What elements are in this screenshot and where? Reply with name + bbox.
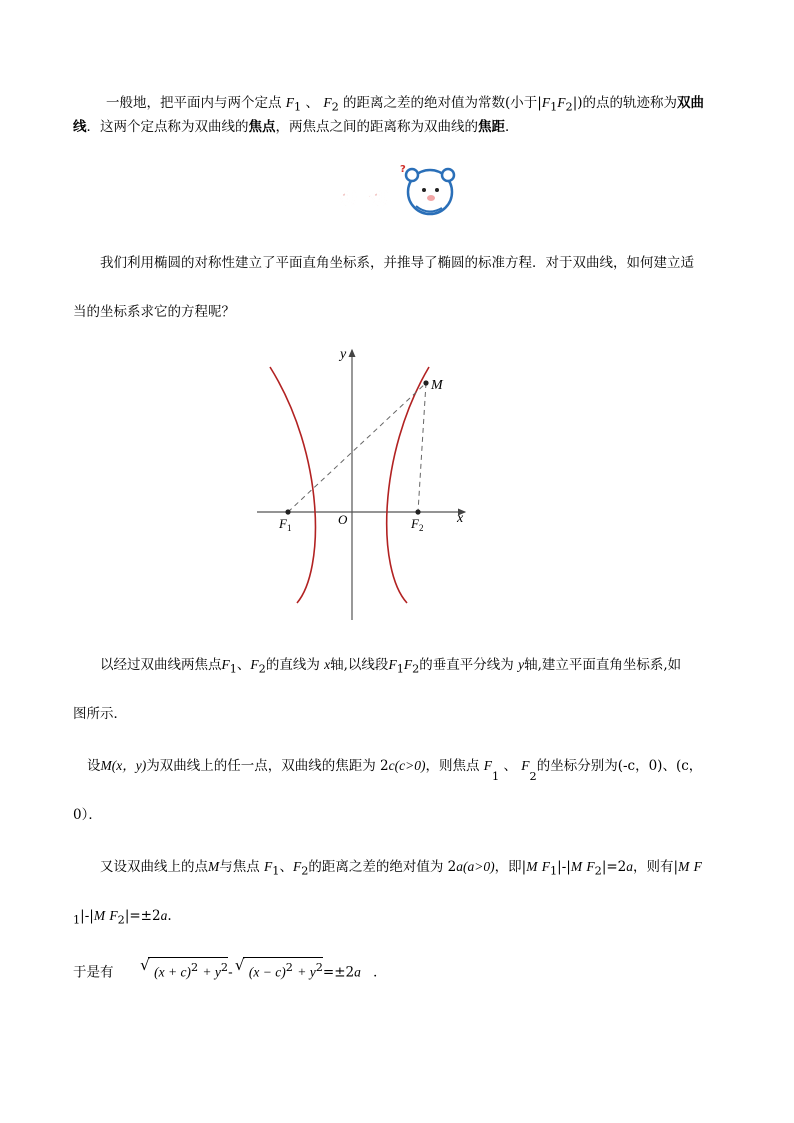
distance-diff-line-1: 又设双曲线上的点M与焦点 $F_1$、$F_2$的距离之差的绝对值为 2a(a>0)，即|M $F_1|-|M$ $F_2|=2a$，则有|M F — [100, 859, 702, 878]
F1-label: F — [279, 516, 287, 531]
F2-label: F — [411, 516, 419, 531]
F1-subscript: 1 — [287, 523, 292, 533]
think-badge-graphic — [338, 162, 458, 222]
F2-subscript: 2 — [419, 523, 424, 533]
bear-ear-icon — [442, 169, 454, 181]
origin-label: O — [338, 512, 348, 527]
M-label: M — [431, 378, 443, 393]
coordinate-setup-line-2: 图所示． — [73, 706, 127, 722]
left-branch — [270, 367, 315, 603]
question-mark-icon: ? — [400, 164, 406, 175]
focus-F2-point — [415, 509, 420, 514]
coordinate-setup-line-1: 以经过双曲线两焦点$F_1$、$F_2$的直线为 x轴,以线段$F_1F_2$的垂直平分线为 y轴,建立平面直角坐标系,如 — [100, 657, 682, 676]
hyperbola-diagram — [255, 345, 470, 625]
setup-M-line-1: 设M(x，y)为双曲线上的任一点，双曲线的焦距为 2c(c>0)，则焦点 $F_1$ 、 $F_2$的坐标分别为(-c，0)、(c， — [87, 758, 703, 783]
think-label: 想一想 — [340, 189, 389, 208]
bear-ear-icon — [406, 169, 418, 181]
y-axis-label: y — [340, 347, 347, 362]
setup-M-line-2: 0）． — [73, 807, 102, 823]
think-badge — [338, 162, 458, 226]
dashed-line-MF1 — [288, 383, 426, 512]
distance-diff-line-2: $_1$|-|M $F_2|=\pm 2a$. — [73, 908, 172, 927]
focus-F1-point — [285, 509, 290, 514]
right-branch — [387, 367, 429, 603]
definition-line-1: 一般地，把平面内与两个定点 $F_1$ 、 $F_2$ 的距离之差的绝对值为常数(小于$|F_1F_2|$)的点的轨迹称为双曲 — [106, 95, 705, 114]
question-line-2: 当的坐标系求它的方程呢？ — [73, 304, 235, 320]
definition-line-2: 线．这两个定点称为双曲线的焦点，两焦点之间的距离称为双曲线的焦距． — [73, 119, 519, 135]
equation-line: 于是有 √ $(x + c)^2 + y^2-$ √ $(x - c)^2 + y^2=\pm 2a$ ． — [73, 956, 387, 981]
x-axis-label: x — [457, 511, 464, 526]
hyperbola-figure — [255, 345, 470, 629]
dashed-line-MF2 — [418, 383, 426, 512]
point-M — [423, 380, 428, 385]
radical-2: √ $(x - c)^2 + y^2$ — [243, 957, 323, 983]
radical-1: √ $(x + c)^2 + y^2$ — [148, 957, 228, 983]
question-line-1: 我们利用椭圆的对称性建立了平面直角坐标系，并推导了椭圆的标准方程．对于双曲线，如何建立适 — [100, 255, 694, 271]
